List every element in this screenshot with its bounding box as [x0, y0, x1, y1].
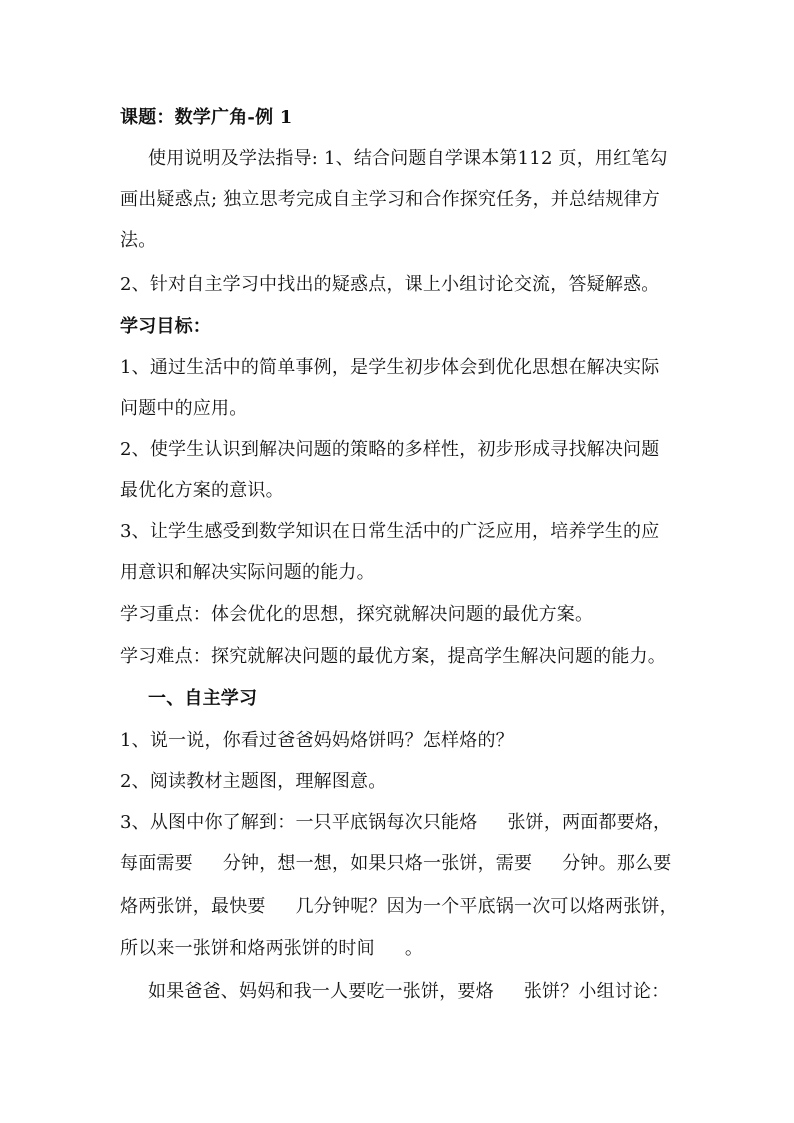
goal-2-line-2: 最优化方案的意识。	[120, 480, 284, 501]
key-point: 学习重点：体会优化的思想，探究就解决问题的最优方案。	[120, 604, 594, 625]
question-3-line-3	[120, 895, 680, 919]
goal-3-line-2: 用意识和解决实际问题的能力。	[120, 562, 375, 583]
question-3-text-e: 分钟。那么要	[562, 853, 672, 874]
question-3-text-b: 张饼，两面都要烙，	[507, 812, 672, 833]
question-3-line-4	[120, 937, 680, 961]
question-2: 2、阅读教材主题图，理解图意。	[120, 771, 387, 792]
question-3-text-g: 几分钟呢？因为一个平底锅一次可以烙两张饼，	[295, 896, 678, 917]
instructions-line-1: 使用说明及学法指导: 1、结合问题自学课本第112 页，用红笔勾	[148, 148, 668, 169]
lesson-title: 课题：数学广角-例 1	[120, 107, 293, 128]
goal-1-line-1: 1、通过生活中的简单事例，是学生初步体会到优化思想在解决实际	[120, 357, 660, 378]
question-3-text-i: 。	[404, 938, 424, 959]
goal-2-line-1: 2、使学生认识到解决问题的策略的多样性，初步形成寻找解决问题	[120, 439, 660, 460]
difficult-point: 学习难点：探究就解决问题的最优方案，提高学生解决问题的能力。	[120, 646, 666, 667]
self-study-heading: 一、自主学习	[148, 688, 258, 709]
question-1: 1、说一说，你看过爸爸妈妈烙饼吗？怎样烙的？	[120, 730, 514, 751]
instructions-line-4: 2、针对自主学习中找出的疑惑点，课上小组讨论交流，答疑解惑。	[120, 274, 660, 295]
goal-3-line-1: 3、让学生感受到数学知识在日常生活中的广泛应用，培养学生的应	[120, 521, 660, 542]
instructions-line-2: 画出疑惑点; 独立思考完成自主学习和合作探究任务，并总结规律方	[120, 189, 660, 210]
question-4-text-b: 张饼？小组讨论：	[523, 981, 670, 1002]
goals-heading: 学习目标：	[120, 316, 211, 337]
question-4-text-a: 如果爸爸、妈妈和我一人要吃一张饼，要烙	[148, 981, 494, 1002]
question-3-text-a: 3、从图中你了解到：一只平底锅每次只能烙	[120, 812, 478, 833]
question-4	[148, 980, 708, 1004]
question-3-text-c: 每面需要	[120, 853, 193, 874]
question-3-text-f: 烙两张饼，最快要	[120, 896, 266, 917]
question-3-line-1	[120, 811, 680, 835]
question-3-text-d: 分钟，想一想，如果只烙一张饼，需要	[222, 853, 533, 874]
question-3-text-h: 所以来一张饼和烙两张饼的时间	[120, 938, 375, 959]
question-3-line-2	[120, 852, 680, 876]
goal-1-line-2: 问题中的应用。	[120, 398, 248, 419]
instructions-line-3: 法。	[120, 230, 157, 251]
